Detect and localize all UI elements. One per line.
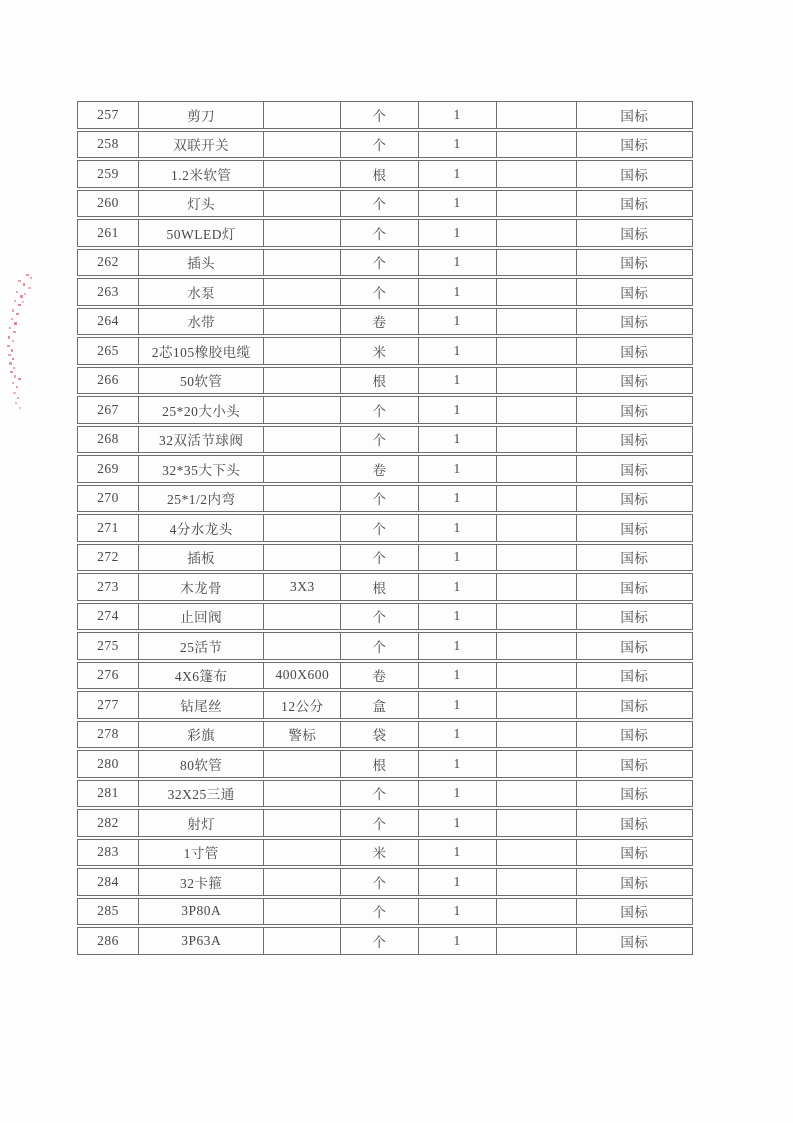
inventory-table-body <box>77 101 693 955</box>
cell-quantity: 1 <box>419 809 497 837</box>
table-row <box>77 573 693 601</box>
cell-quantity: 1 <box>419 573 497 601</box>
cell-blank <box>497 249 577 277</box>
cell-quantity: 1 <box>419 485 497 513</box>
cell-blank <box>497 308 577 336</box>
table-row <box>77 632 693 660</box>
cell-standard: 国标 <box>577 131 693 159</box>
cell-serial-number: 275 <box>77 632 139 660</box>
table-row <box>77 927 693 955</box>
cell-quantity: 1 <box>419 839 497 867</box>
table-row <box>77 367 693 395</box>
cell-standard: 国标 <box>577 750 693 778</box>
cell-unit: 根 <box>341 750 418 778</box>
cell-quantity: 1 <box>419 750 497 778</box>
cell-quantity: 1 <box>419 544 497 572</box>
cell-serial-number: 261 <box>77 219 139 247</box>
cell-unit: 个 <box>341 809 418 837</box>
cell-unit: 个 <box>341 249 418 277</box>
cell-quantity: 1 <box>419 721 497 749</box>
cell-unit: 个 <box>341 898 418 926</box>
table-row <box>77 514 693 542</box>
cell-unit: 个 <box>341 219 418 247</box>
cell-standard: 国标 <box>577 160 693 188</box>
cell-blank <box>497 190 577 218</box>
cell-blank <box>497 367 577 395</box>
cell-blank <box>497 603 577 631</box>
cell-quantity: 1 <box>419 455 497 483</box>
cell-item-name: 25*20大小头 <box>139 396 264 424</box>
cell-quantity: 1 <box>419 367 497 395</box>
cell-serial-number: 284 <box>77 868 139 896</box>
cell-spec <box>264 780 341 808</box>
cell-spec <box>264 219 341 247</box>
cell-serial-number: 277 <box>77 691 139 719</box>
cell-spec <box>264 809 341 837</box>
cell-unit: 根 <box>341 160 418 188</box>
table-row <box>77 455 693 483</box>
table-row <box>77 839 693 867</box>
cell-unit: 卷 <box>341 662 418 690</box>
cell-quantity: 1 <box>419 632 497 660</box>
cell-quantity: 1 <box>419 898 497 926</box>
cell-blank <box>497 337 577 365</box>
cell-unit: 个 <box>341 603 418 631</box>
cell-quantity: 1 <box>419 190 497 218</box>
cell-blank <box>497 278 577 306</box>
cell-item-name: 彩旗 <box>139 721 264 749</box>
cell-item-name: 射灯 <box>139 809 264 837</box>
cell-spec: 400X600 <box>264 662 341 690</box>
cell-serial-number: 266 <box>77 367 139 395</box>
cell-spec <box>264 455 341 483</box>
cell-spec <box>264 308 341 336</box>
table-row <box>77 396 693 424</box>
cell-standard: 国标 <box>577 573 693 601</box>
cell-serial-number: 270 <box>77 485 139 513</box>
cell-standard: 国标 <box>577 249 693 277</box>
cell-spec <box>264 544 341 572</box>
cell-item-name: 钻尾丝 <box>139 691 264 719</box>
cell-serial-number: 273 <box>77 573 139 601</box>
cell-item-name: 1.2米软管 <box>139 160 264 188</box>
table-row <box>77 337 693 365</box>
cell-item-name: 插板 <box>139 544 264 572</box>
cell-serial-number: 258 <box>77 131 139 159</box>
table-row <box>77 780 693 808</box>
cell-spec <box>264 396 341 424</box>
cell-spec: 12公分 <box>264 691 341 719</box>
cell-standard: 国标 <box>577 868 693 896</box>
cell-serial-number: 265 <box>77 337 139 365</box>
cell-spec <box>264 426 341 454</box>
cell-blank <box>497 809 577 837</box>
cell-quantity: 1 <box>419 603 497 631</box>
cell-standard: 国标 <box>577 809 693 837</box>
cell-spec <box>264 927 341 955</box>
cell-serial-number: 257 <box>77 101 139 129</box>
table-row <box>77 809 693 837</box>
cell-standard: 国标 <box>577 101 693 129</box>
cell-quantity: 1 <box>419 219 497 247</box>
cell-item-name: 25活节 <box>139 632 264 660</box>
cell-quantity: 1 <box>419 249 497 277</box>
cell-item-name: 32X25三通 <box>139 780 264 808</box>
cell-quantity: 1 <box>419 160 497 188</box>
cell-blank <box>497 721 577 749</box>
cell-spec <box>264 898 341 926</box>
cell-blank <box>497 662 577 690</box>
cell-unit: 个 <box>341 426 418 454</box>
cell-standard: 国标 <box>577 190 693 218</box>
table-row <box>77 160 693 188</box>
cell-item-name: 50软管 <box>139 367 264 395</box>
table-row <box>77 603 693 631</box>
cell-item-name: 1寸管 <box>139 839 264 867</box>
cell-blank <box>497 219 577 247</box>
cell-unit: 袋 <box>341 721 418 749</box>
cell-serial-number: 259 <box>77 160 139 188</box>
table-row <box>77 898 693 926</box>
table-row <box>77 426 693 454</box>
table-row <box>77 308 693 336</box>
table-row <box>77 750 693 778</box>
cell-item-name: 双联开关 <box>139 131 264 159</box>
cell-unit: 米 <box>341 839 418 867</box>
cell-spec <box>264 485 341 513</box>
cell-blank <box>497 573 577 601</box>
cell-quantity: 1 <box>419 662 497 690</box>
cell-quantity: 1 <box>419 691 497 719</box>
cell-serial-number: 286 <box>77 927 139 955</box>
cell-unit: 个 <box>341 632 418 660</box>
table-row <box>77 485 693 513</box>
table-row <box>77 131 693 159</box>
cell-item-name: 32*35大下头 <box>139 455 264 483</box>
inventory-table <box>77 99 693 957</box>
cell-unit: 根 <box>341 573 418 601</box>
cell-spec: 警标 <box>264 721 341 749</box>
cell-standard: 国标 <box>577 691 693 719</box>
table-row <box>77 101 693 129</box>
cell-unit: 卷 <box>341 455 418 483</box>
cell-blank <box>497 396 577 424</box>
cell-unit: 个 <box>341 101 418 129</box>
cell-standard: 国标 <box>577 603 693 631</box>
cell-item-name: 32双活节球阀 <box>139 426 264 454</box>
cell-spec <box>264 514 341 542</box>
cell-item-name: 25*1/2内弯 <box>139 485 264 513</box>
cell-item-name: 3P63A <box>139 927 264 955</box>
cell-item-name: 灯头 <box>139 190 264 218</box>
cell-item-name: 剪刀 <box>139 101 264 129</box>
cell-item-name: 止回阀 <box>139 603 264 631</box>
cell-serial-number: 268 <box>77 426 139 454</box>
cell-blank <box>497 101 577 129</box>
cell-unit: 个 <box>341 131 418 159</box>
cell-standard: 国标 <box>577 367 693 395</box>
cell-quantity: 1 <box>419 927 497 955</box>
cell-serial-number: 278 <box>77 721 139 749</box>
cell-blank <box>497 750 577 778</box>
cell-spec <box>264 160 341 188</box>
cell-unit: 个 <box>341 780 418 808</box>
cell-blank <box>497 426 577 454</box>
cell-blank <box>497 691 577 719</box>
cell-item-name: 32卡箍 <box>139 868 264 896</box>
cell-item-name: 4X6篷布 <box>139 662 264 690</box>
cell-standard: 国标 <box>577 780 693 808</box>
cell-quantity: 1 <box>419 780 497 808</box>
cell-serial-number: 276 <box>77 662 139 690</box>
cell-item-name: 80软管 <box>139 750 264 778</box>
cell-standard: 国标 <box>577 278 693 306</box>
cell-item-name: 4分水龙头 <box>139 514 264 542</box>
cell-spec <box>264 750 341 778</box>
cell-unit: 个 <box>341 868 418 896</box>
cell-quantity: 1 <box>419 868 497 896</box>
cell-blank <box>497 927 577 955</box>
cell-spec <box>264 131 341 159</box>
cell-standard: 国标 <box>577 308 693 336</box>
cell-quantity: 1 <box>419 131 497 159</box>
cell-quantity: 1 <box>419 337 497 365</box>
cell-standard: 国标 <box>577 337 693 365</box>
cell-standard: 国标 <box>577 662 693 690</box>
cell-item-name: 2芯105橡胶电缆 <box>139 337 264 365</box>
cell-serial-number: 262 <box>77 249 139 277</box>
table-row <box>77 721 693 749</box>
cell-unit: 个 <box>341 396 418 424</box>
cell-blank <box>497 131 577 159</box>
cell-quantity: 1 <box>419 308 497 336</box>
table-row <box>77 868 693 896</box>
cell-item-name: 水泵 <box>139 278 264 306</box>
cell-blank <box>497 898 577 926</box>
cell-spec <box>264 337 341 365</box>
cell-unit: 个 <box>341 544 418 572</box>
cell-serial-number: 274 <box>77 603 139 631</box>
cell-item-name: 3P80A <box>139 898 264 926</box>
cell-serial-number: 285 <box>77 898 139 926</box>
cell-quantity: 1 <box>419 514 497 542</box>
cell-blank <box>497 544 577 572</box>
table-row <box>77 662 693 690</box>
cell-standard: 国标 <box>577 544 693 572</box>
cell-unit: 个 <box>341 278 418 306</box>
cell-spec <box>264 603 341 631</box>
cell-serial-number: 263 <box>77 278 139 306</box>
cell-standard: 国标 <box>577 455 693 483</box>
cell-spec <box>264 868 341 896</box>
cell-item-name: 50WLED灯 <box>139 219 264 247</box>
cell-unit: 个 <box>341 514 418 542</box>
cell-spec <box>264 367 341 395</box>
cell-standard: 国标 <box>577 839 693 867</box>
cell-standard: 国标 <box>577 721 693 749</box>
cell-serial-number: 283 <box>77 839 139 867</box>
cell-item-name: 插头 <box>139 249 264 277</box>
table-row <box>77 691 693 719</box>
red-seal-fragment-icon <box>4 266 38 416</box>
table-row <box>77 219 693 247</box>
cell-serial-number: 282 <box>77 809 139 837</box>
cell-unit: 个 <box>341 485 418 513</box>
cell-spec <box>264 278 341 306</box>
cell-unit: 根 <box>341 367 418 395</box>
cell-spec <box>264 190 341 218</box>
cell-blank <box>497 868 577 896</box>
cell-serial-number: 281 <box>77 780 139 808</box>
cell-standard: 国标 <box>577 219 693 247</box>
cell-blank <box>497 160 577 188</box>
cell-serial-number: 264 <box>77 308 139 336</box>
cell-unit: 个 <box>341 190 418 218</box>
cell-standard: 国标 <box>577 898 693 926</box>
table-row <box>77 190 693 218</box>
cell-standard: 国标 <box>577 514 693 542</box>
cell-blank <box>497 839 577 867</box>
cell-spec <box>264 101 341 129</box>
cell-standard: 国标 <box>577 396 693 424</box>
cell-spec <box>264 249 341 277</box>
cell-serial-number: 280 <box>77 750 139 778</box>
cell-quantity: 1 <box>419 101 497 129</box>
cell-blank <box>497 780 577 808</box>
cell-quantity: 1 <box>419 426 497 454</box>
cell-blank <box>497 485 577 513</box>
cell-item-name: 木龙骨 <box>139 573 264 601</box>
cell-quantity: 1 <box>419 396 497 424</box>
cell-serial-number: 269 <box>77 455 139 483</box>
cell-standard: 国标 <box>577 426 693 454</box>
cell-blank <box>497 514 577 542</box>
cell-standard: 国标 <box>577 927 693 955</box>
cell-spec <box>264 632 341 660</box>
table-row <box>77 278 693 306</box>
cell-serial-number: 267 <box>77 396 139 424</box>
cell-spec <box>264 839 341 867</box>
cell-standard: 国标 <box>577 485 693 513</box>
cell-item-name: 水带 <box>139 308 264 336</box>
cell-spec: 3X3 <box>264 573 341 601</box>
cell-standard: 国标 <box>577 632 693 660</box>
cell-unit: 卷 <box>341 308 418 336</box>
cell-blank <box>497 455 577 483</box>
cell-unit: 米 <box>341 337 418 365</box>
cell-serial-number: 260 <box>77 190 139 218</box>
cell-blank <box>497 632 577 660</box>
table-row <box>77 249 693 277</box>
cell-serial-number: 272 <box>77 544 139 572</box>
cell-quantity: 1 <box>419 278 497 306</box>
cell-unit: 个 <box>341 927 418 955</box>
cell-serial-number: 271 <box>77 514 139 542</box>
table-row <box>77 544 693 572</box>
cell-unit: 盒 <box>341 691 418 719</box>
